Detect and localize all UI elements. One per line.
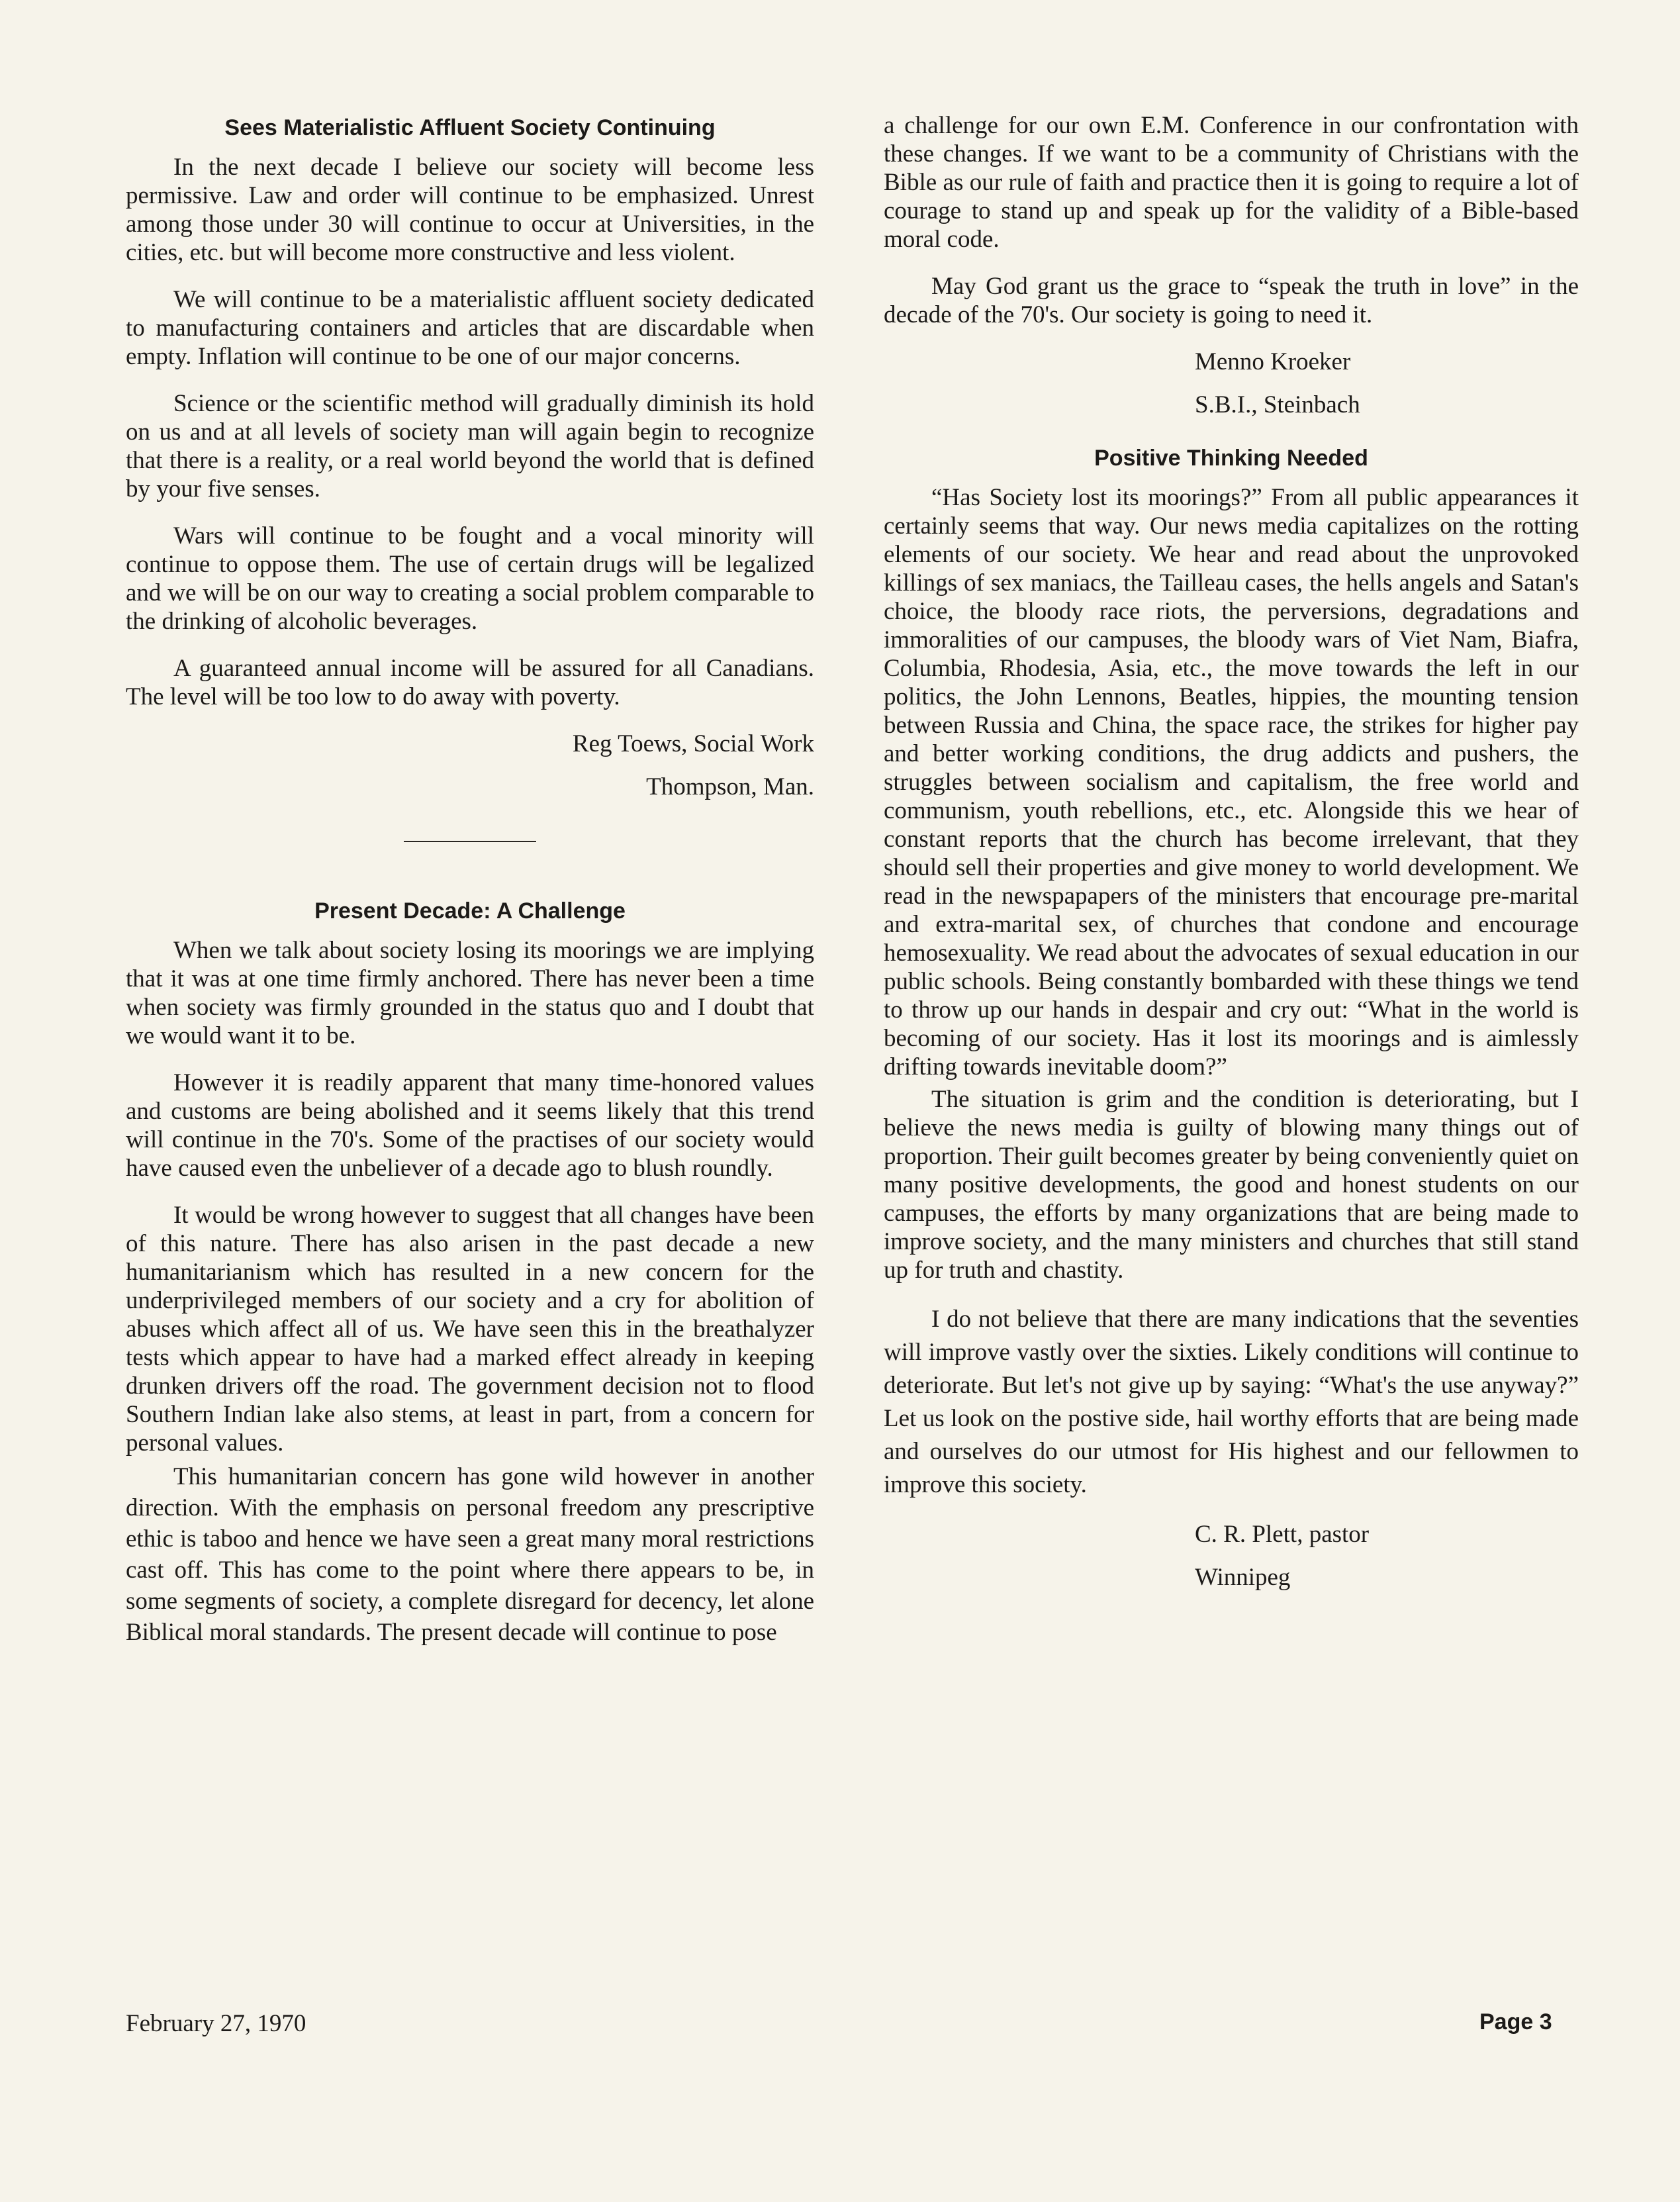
article2-signature-place: S.B.I., Steinbach <box>1195 391 1360 418</box>
article1-signature-name: Reg Toews, Social Work <box>572 730 814 757</box>
article3-paragraph-3: I do not believe that there are many indications that the seventies will improve vastly over the sixties. Likely conditions will continue to deteriorate. But let's not give up by saying: “What's the use anyway?” Let us look on the postive side, hail worthy efforts that are being made and ourselves do our utmost for His highest and our fellowmen to improve this society. <box>884 1306 1579 1498</box>
article3-paragraph-2: The situation is grim and the condition is deteriorating, but I believe the news media is guilty of blowing many things out of proportion. Their guilt becomes greater by being conveniently quiet on many positive developments, the good and honest students on our campuses, the efforts by many organizations that are being made to improve society, and the many ministers and churches that still stand up for truth and chastity. <box>884 1086 1579 1284</box>
article2-paragraph-1: When we talk about society losing its moorings we are implying that it was at one time firmly anchored. There has never been a time when society was firmly grounded in the status quo and I doubt that we would want it to be. <box>126 937 814 1049</box>
article2-paragraph-2: However it is readily apparent that many time-honored values and customs are being abolished and it seems likely that this trend will continue in the 70's. Some of the practises of our society would have caused even the unbeliever of a decade ago to blush roundly. <box>126 1069 814 1182</box>
article2-signature-name: Menno Kroeker <box>1195 348 1351 375</box>
article1-paragraph-5: A guaranteed annual income will be assured for all Canadians. The level will be too low to do away with poverty. <box>126 655 814 710</box>
article-heading-positive-thinking: Positive Thinking Needed <box>1094 446 1368 471</box>
right-column <box>884 111 1579 1606</box>
article1-paragraph-4: Wars will continue to be fought and a vocal minority will continue to oppose them. The use of certain drugs will be legalized and we will be on our way to creating a social problem comparable to the drinking of alcoholic beverages. <box>126 522 814 635</box>
article1-paragraph-1: In the next decade I believe our society will become less permissive. Law and order will continue to be emphasized. Unrest among those under 30 will continue to occur at Universities, in the cities, etc. but will become more constructive and less violent. <box>126 154 814 266</box>
article3-signature-name: C. R. Plett, pastor <box>1195 1521 1370 1548</box>
article1-signature-place: Thompson, Man. <box>646 773 814 800</box>
article2-paragraph-3: It would be wrong however to suggest that all changes have been of this nature. There has also arisen in the past decade a new humanitarianism which has resulted in a new concern for the underprivileged members of our society and a cry for abolition of abuses which affect all of us. We have seen this in the breathalyzer tests which appear to have had a marked effect already in keeping drunken drivers off the road. The government decision not to flood Southern Indian lake also stems, at least in part, from a concern for personal values. <box>126 1202 814 1457</box>
left-column <box>126 106 814 1666</box>
article-heading-present-decade: Present Decade: A Challenge <box>314 898 626 924</box>
article1-paragraph-3: Science or the scientific method will gradually diminish its hold on us and at all levels of society man will again begin to recognize that there is a reality, or a real world beyond the world that is defined by your five senses. <box>126 390 814 503</box>
footer-page-number: Page 3 <box>1479 2009 1552 2034</box>
footer-date: February 27, 1970 <box>126 2010 306 2037</box>
article-heading-materialistic-society: Sees Materialistic Affluent Society Continuing <box>224 115 716 140</box>
article3-paragraph-1: “Has Society lost its moorings?” From all public appearances it certainly seems that way. Our news media capitalizes on the rotting elements of our society. We hear and read about the unprovoked killings of sex maniacs, the Tailleau cases, the hells angels and Satan's choice, the bloody race riots, the perversions, degradations and immoralities of our campuses, the bloody wars of Viet Nam, Biafra, Columbia, Rhodesia, Asia, etc., the move towards the left in our politics, the John Lennons, Beatles, hippies, the mounting tension between Russia and China, the space race, the strikes for higher pay and better working conditions, the drug addicts and pushers, the struggles between socialism and capitalism, the free world and communism, youth rebellions, etc., etc. Alongside this we hear of constant reports that the church has become irrelevant, that they should sell their properties and give money to world development. We read in the newspapapers of the ministers that encourage pre-marital and extra-marital sex, of churches that condone and encourage hemosexuality. We read about the advocates of sexual education in our public schools. Being constantly bombarded with these things we tend to throw up our hands in despair and cry out: “What in the world is becoming of our society. Has it lost its moorings and is aimlessly drifting towards inevitable doom?” <box>884 484 1579 1080</box>
article3-signature-place: Winnipeg <box>1195 1564 1291 1591</box>
article2-paragraph-4: This humanitarian concern has gone wild however in another direction. With the emphasis on personal freedom any prescriptive ethic is taboo and hence we have seen a great many moral restrictions cast off. This has come to the point where there appears to be, in some segments of society, a complete disregard for decency, let alone Biblical moral standards. The present decade will continue to pose <box>126 1463 814 1646</box>
article2-continued-paragraph-1: a challenge for our own E.M. Conference in our confrontation with these changes. If we want to be a community of Christians with the Bible as our rule of faith and practice then it is going to require a lot of courage to stand up and speak up for the validity of a Bible-based moral code. <box>884 112 1579 253</box>
article1-paragraph-2: We will continue to be a materialistic affluent society dedicated to manufacturing containers and articles that are discardable when empty. Inflation will continue to be one of our major concerns. <box>126 286 814 370</box>
article2-continued-paragraph-2: May God grant us the grace to “speak the truth in love” in the decade of the 70's. Our society is going to need it. <box>884 273 1579 328</box>
section-divider <box>404 841 536 842</box>
